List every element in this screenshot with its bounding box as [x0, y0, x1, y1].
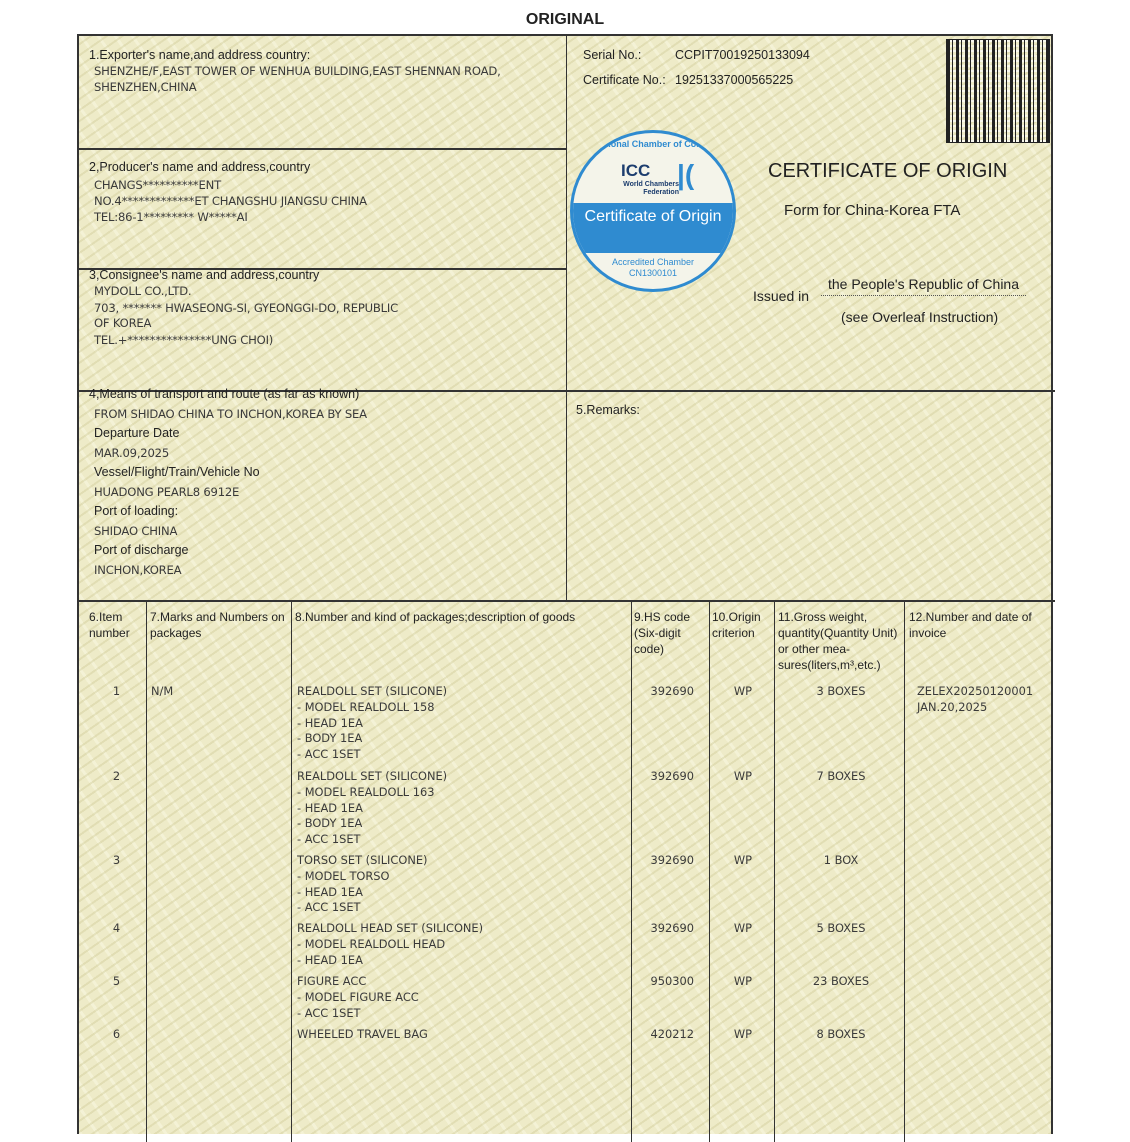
cell-desc: FIGURE ACC - MODEL FIGURE ACC - ACC 1SET — [297, 974, 419, 1020]
cell-hs: 392690 — [650, 684, 694, 698]
cell-qty: 8 BOXES — [816, 1027, 866, 1041]
cell-item: 1 — [112, 684, 121, 698]
seal-ring-text: International Chamber of Commerce — [575, 139, 731, 149]
consignee-label: 3,Consignee's name and address,country — [89, 268, 320, 282]
exporter-line: SHENZHEN,CHINA — [94, 80, 197, 94]
cell-qty: 23 BOXES — [812, 974, 870, 988]
departure-label: Departure Date — [94, 426, 180, 440]
consignee-line: TEL.+***************UNG CHOI) — [94, 333, 274, 347]
cell-item: 3 — [112, 853, 121, 867]
form-subtitle: Form for China-Korea FTA — [784, 202, 961, 219]
consignee-line: OF KOREA — [94, 316, 152, 330]
col-header-item: 6.Item number — [89, 610, 130, 640]
remarks-label: 5.Remarks: — [576, 403, 640, 417]
certificate-form — [77, 34, 1053, 1134]
cell-desc: WHEELED TRAVEL BAG — [297, 1027, 428, 1041]
vessel-label: Vessel/Flight/Train/Vehicle No — [94, 465, 260, 479]
cell-hs: 420212 — [650, 1027, 694, 1041]
cell-origin: WP — [733, 769, 753, 783]
certificate-label: Certificate No.: — [583, 73, 666, 87]
port-of-discharge: INCHON,KOREA — [94, 563, 182, 577]
cell-desc: REALDOLL HEAD SET (SILICONE) - MODEL REALDOLL HEAD - HEAD 1EA — [297, 921, 484, 967]
route: FROM SHIDAO CHINA TO INCHON,KOREA BY SEA — [94, 407, 367, 421]
cell-hs: 392690 — [650, 769, 694, 783]
col-divider — [904, 602, 905, 1142]
exporter-line: SHENZHE/F,EAST TOWER OF WENHUA BUILDING,EAST SHENNAN ROAD, — [94, 64, 501, 78]
icc-logo: ICC — [621, 161, 651, 180]
producer-line: CHANGS**********ENT — [94, 178, 222, 192]
cell-qty: 3 BOXES — [816, 684, 866, 698]
cell-hs: 950300 — [650, 974, 694, 988]
icc-certificate-seal — [570, 130, 736, 292]
col-header-hs: 9.HS code (Six-digit code) — [634, 610, 691, 656]
seal-band: Certificate of Origin — [573, 203, 733, 253]
exporter-label: 1.Exporter's name,and address country: — [89, 48, 311, 62]
consignee-line: MYDOLL CO.,LTD. — [94, 284, 192, 298]
divider — [79, 148, 567, 150]
cell-invoice: ZELEX20250120001 JAN.20,2025 — [917, 684, 1034, 714]
port-of-loading: SHIDAO CHINA — [94, 524, 178, 538]
transport-label: 4,Means of transport and route (as far as known) — [89, 387, 360, 401]
serial-label: Serial No.: — [583, 48, 642, 62]
accredited-text: Accredited Chamber — [611, 257, 695, 267]
cell-desc: TORSO SET (SILICONE) - MODEL TORSO - HEAD 1EA - ACC 1SET — [297, 853, 428, 915]
cell-qty: 5 BOXES — [816, 921, 866, 935]
cell-origin: WP — [733, 974, 753, 988]
col-header-marks: 7.Marks and Numbers on packages — [150, 610, 285, 640]
loading-label: Port of loading: — [94, 504, 179, 518]
cell-item: 2 — [112, 769, 121, 783]
col-header-quantity: 11.Gross weight, quantity(Quantity Unit) or other mea-sures(liters,m³,etc.) — [778, 610, 898, 672]
cell-origin: WP — [733, 853, 753, 867]
serial-number: CCPIT70019250133094 — [675, 48, 810, 62]
producer-line: TEL:86-1********* W*****AI — [94, 210, 248, 224]
chamber-code: CN1300101 — [628, 268, 678, 278]
issued-country: the People's Republic of China — [821, 276, 1026, 296]
col-header-origin: 10.Origin criterion — [712, 610, 761, 640]
col-divider — [774, 602, 775, 1142]
certificate-title: CERTIFICATE OF ORIGIN — [768, 160, 1008, 182]
divider — [79, 600, 1055, 602]
cell-qty: 1 BOX — [823, 853, 859, 867]
col-divider — [709, 602, 710, 1142]
cell-marks: N/M — [151, 684, 174, 698]
producer-line: NO.4*************ET CHANGSHU JIANGSU CHINA — [94, 194, 367, 208]
wcf-text: World Chambers Federation — [623, 181, 679, 196]
overleaf-instruction: (see Overleaf Instruction) — [841, 309, 999, 325]
cell-item: 5 — [112, 974, 121, 988]
vessel: HUADONG PEARL8 6912E — [94, 485, 240, 499]
divider — [566, 36, 567, 602]
departure-date: MAR.09,2025 — [94, 446, 170, 460]
document-title: ORIGINAL — [525, 11, 605, 28]
discharge-label: Port of discharge — [94, 543, 189, 557]
cell-origin: WP — [733, 921, 753, 935]
consignee-line: 703, ******* HWASEONG-SI, GYEONGGI-DO, REPUBLIC — [94, 301, 399, 315]
col-divider — [631, 602, 632, 1142]
cell-qty: 7 BOXES — [816, 769, 866, 783]
certificate-number: 19251337000565225 — [675, 73, 794, 87]
cell-origin: WP — [733, 1027, 753, 1041]
issued-label: Issued in — [753, 288, 810, 304]
producer-label: 2,Producer's name and address,country — [89, 160, 311, 174]
cell-hs: 392690 — [650, 853, 694, 867]
cell-hs: 392690 — [650, 921, 694, 935]
cell-item: 4 — [112, 921, 121, 935]
col-header-invoice: 12.Number and date of invoice — [909, 610, 1032, 640]
cell-desc: REALDOLL SET (SILICONE) - MODEL REALDOLL 163 - HEAD 1EA - BODY 1EA - ACC 1SET — [297, 769, 448, 847]
col-divider — [146, 602, 147, 1142]
cell-desc: REALDOLL SET (SILICONE) - MODEL REALDOLL 158 - HEAD 1EA - BODY 1EA - ACC 1SET — [297, 684, 448, 762]
col-divider — [291, 602, 292, 1142]
cell-item: 6 — [112, 1027, 121, 1041]
cell-origin: WP — [733, 684, 753, 698]
icc-mark-icon: |( — [677, 159, 695, 190]
qr-code-icon — [947, 40, 1049, 142]
col-header-description: 8.Number and kind of packages;description of goods — [295, 610, 576, 624]
